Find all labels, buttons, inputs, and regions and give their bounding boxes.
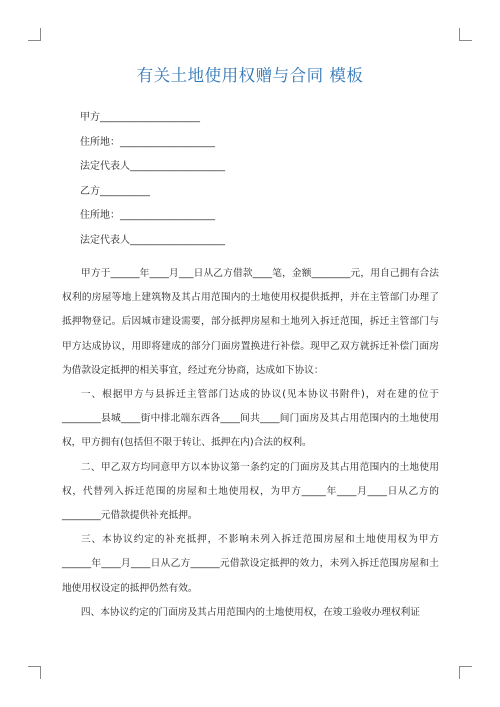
party-a-representative-field: 法定代表人___________________ [80,161,225,172]
preamble-paragraph: 甲方于______年____月___日从乙方借款____笔，金额________元，用自己拥有合法权利的房屋等地上建筑物及其占用范围内的土地使用权提供抵押，并在主管部门办理了抵押物登记。后因城市建设需要，部分抵押房屋和土地列入拆迁范围，拆迁主管部门与甲方达成协议，用即将建成的部分门面房置换进行补偿。现甲乙双方就拆迁补偿门面房为借款设定抵押的相关事宜，经过充分协商，达成如下协议： [62,268,439,376]
crop-mark-top-right [459,28,472,41]
clause-4-paragraph: 四、本协议约定的门面房及其占用范围内的土地使用权，在竣工验收办理权利证 [80,606,420,618]
document-title: 有关土地使用权赠与合同 模板 [136,66,364,85]
party-fields [80,112,225,259]
party-b-representative-field: 法定代表人___________________ [80,234,225,246]
clause-3-paragraph: 三、本协议约定的补充抵押，不影响未列入拆迁范围房屋和土地使用权为甲方______年____月____日从乙方______元借款设定抵押的效力，未列入拆迁范围房屋和土地使用权设定的抵押仍然有效。 [62,534,439,594]
crop-mark-bottom-right [459,666,472,679]
clause-1-paragraph: 一、根据甲方与县拆迁主管部门达成的协议(见本协议书附件)，对在建的位于________县城____街中排北端东西各____间共____间门面房及其占用范围内的土地使用权，甲方拥有(包括但不限于转让、抵押在内)合法的权利。 [62,389,439,449]
party-a-field: 甲方____________________ [80,112,200,123]
party-a-address-field: 住所地：___________________ [80,136,215,148]
clause-2-paragraph: 二、甲乙双方均同意甲方以本协议第一条约定的门面房及其占用范围内的土地使用权，代替列入拆迁范围的房屋和土地使用权，为甲方_____年____月____日从乙方的________元借款提供补充抵押。 [62,461,439,522]
crop-mark-bottom-left [28,666,41,679]
party-b-field: 乙方__________ [80,185,150,197]
party-b-address-field: 住所地：___________________ [80,210,215,221]
contract-body [62,262,439,625]
crop-mark-top-left [28,28,41,41]
